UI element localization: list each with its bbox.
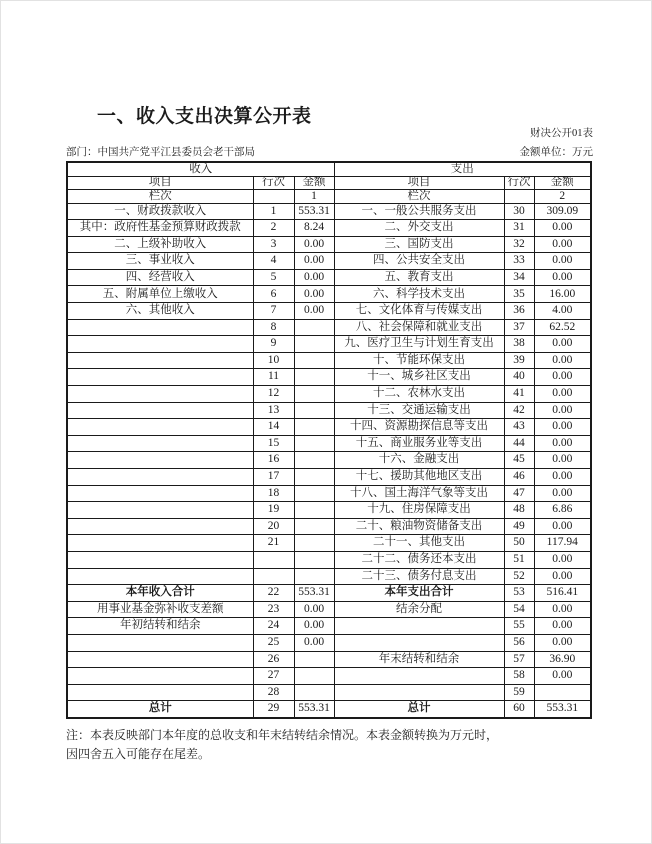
- expense-item-cell: 十六、金融支出: [334, 452, 504, 469]
- expense-item-cell: 五、教育支出: [334, 269, 504, 286]
- income-amount-cell: [294, 419, 334, 436]
- income-amount-cell: 553.31: [294, 585, 334, 602]
- income-item-cell: 其中：政府性基金预算财政拨款: [67, 220, 253, 237]
- expense-amount-cell: 0.00: [534, 419, 591, 436]
- income-amount-cell: [294, 386, 334, 403]
- income-item-cell: 二、上级补助收入: [67, 236, 253, 253]
- income-amount-cell: 0.00: [294, 236, 334, 253]
- income-rowno-cell: 10: [253, 352, 294, 369]
- income-amount-cell: [294, 684, 334, 701]
- expense-item-cell: 十、节能环保支出: [334, 352, 504, 369]
- table-row: [67, 585, 591, 602]
- expense-item-cell: 六、科学技术支出: [334, 286, 504, 303]
- income-item-cell: 四、经营收入: [67, 269, 253, 286]
- expense-rowno-cell: 32: [504, 236, 534, 253]
- expense-amount-cell: 309.09: [534, 203, 591, 220]
- income-item-cell: 年初结转和结余: [67, 618, 253, 635]
- income-amount-cell: 0.00: [294, 286, 334, 303]
- income-amount-cell: [294, 352, 334, 369]
- income-rowno-cell: 17: [253, 469, 294, 486]
- footnote-line-1: 注：本表反映部门本年度的总收支和年末结转结余情况。本表金额转换为万元时，: [66, 728, 499, 742]
- expense-rowno-cell: 52: [504, 568, 534, 585]
- income-amount-cell: [294, 535, 334, 552]
- income-rowno-cell: 5: [253, 269, 294, 286]
- table-row: [67, 551, 591, 568]
- income-rowno-cell: 4: [253, 253, 294, 270]
- income-rowno-cell: 11: [253, 369, 294, 386]
- expense-amount-cell: 62.52: [534, 319, 591, 336]
- expense-item-cell: 二十三、债务付息支出: [334, 568, 504, 585]
- table-row: [67, 286, 591, 303]
- table-row: [67, 701, 591, 718]
- income-rowno-cell: 1: [253, 203, 294, 220]
- income-item-cell: [67, 651, 253, 668]
- income-rowno-cell: 14: [253, 419, 294, 436]
- page-title: 一、收入支出决算公开表: [97, 106, 312, 127]
- column-header-row: [67, 176, 591, 190]
- expense-rowno-cell: 53: [504, 585, 534, 602]
- expense-rowno-cell: 36: [504, 303, 534, 320]
- expense-amount-cell: 0.00: [534, 452, 591, 469]
- income-amount-cell: 0.00: [294, 618, 334, 635]
- expense-amount-cell: 516.41: [534, 585, 591, 602]
- income-amount-cell: [294, 319, 334, 336]
- income-rowno-cell: 28: [253, 684, 294, 701]
- table-row: [67, 352, 591, 369]
- expense-rowno-cell: 40: [504, 369, 534, 386]
- expense-item-cell: 八、社会保障和就业支出: [334, 319, 504, 336]
- expense-item-cell: [334, 634, 504, 651]
- income-amount-cell: [294, 502, 334, 519]
- expense-item-header: 项目: [334, 176, 504, 190]
- expense-lanci-label: 栏次: [334, 190, 504, 204]
- table-row: [67, 269, 591, 286]
- income-rowno-cell: 19: [253, 502, 294, 519]
- income-lanci-blank: [253, 190, 294, 204]
- unit-label: 金额单位：万元: [519, 147, 593, 158]
- income-item-cell: [67, 668, 253, 685]
- expense-amount-cell: 0.00: [534, 601, 591, 618]
- table-row: [67, 336, 591, 353]
- form-code-label: 财决公开01表: [530, 128, 593, 139]
- income-amount-cell: 0.00: [294, 634, 334, 651]
- expense-item-cell: 十一、城乡社区支出: [334, 369, 504, 386]
- table-row: [67, 419, 591, 436]
- income-amount-cell: [294, 369, 334, 386]
- table-row: [67, 668, 591, 685]
- table-row: [67, 253, 591, 270]
- table-header: [67, 162, 591, 203]
- expense-rowno-cell: 35: [504, 286, 534, 303]
- income-rowno-cell: [253, 551, 294, 568]
- expense-item-cell: 七、文化体育与传媒支出: [334, 303, 504, 320]
- income-expense-table: [66, 161, 592, 719]
- expense-item-cell: 二、外交支出: [334, 220, 504, 237]
- income-item-cell: 三、事业收入: [67, 253, 253, 270]
- expense-item-cell: 十九、住房保障支出: [334, 502, 504, 519]
- expense-item-cell: 本年支出合计: [334, 585, 504, 602]
- table-row: [67, 568, 591, 585]
- income-amount-cell: [294, 336, 334, 353]
- expense-amount-cell: 0.00: [534, 402, 591, 419]
- income-rowno-cell: 6: [253, 286, 294, 303]
- income-item-cell: [67, 551, 253, 568]
- expense-amount-cell: 0.00: [534, 435, 591, 452]
- meta-row: [66, 144, 593, 159]
- expense-rowno-header: 行次: [504, 176, 534, 190]
- income-rowno-cell: 23: [253, 601, 294, 618]
- income-rowno-cell: 7: [253, 303, 294, 320]
- income-amount-cell: 0.00: [294, 601, 334, 618]
- expense-rowno-cell: 49: [504, 518, 534, 535]
- table-row: [67, 618, 591, 635]
- table-row: [67, 402, 591, 419]
- expense-item-cell: 总计: [334, 701, 504, 718]
- table-row: [67, 518, 591, 535]
- table-row: [67, 386, 591, 403]
- income-rowno-cell: 8: [253, 319, 294, 336]
- income-item-cell: 本年收入合计: [67, 585, 253, 602]
- table-body: [67, 203, 591, 718]
- expense-amount-cell: 0.00: [534, 369, 591, 386]
- income-section-header: 收入: [67, 162, 334, 176]
- income-rowno-cell: 9: [253, 336, 294, 353]
- expense-amount-cell: 0.00: [534, 634, 591, 651]
- footnote: [66, 726, 498, 764]
- expense-rowno-cell: 42: [504, 402, 534, 419]
- income-item-cell: [67, 369, 253, 386]
- expense-amount-cell: [534, 684, 591, 701]
- expense-amount-cell: 6.86: [534, 502, 591, 519]
- income-amount-cell: [294, 668, 334, 685]
- expense-rowno-cell: 56: [504, 634, 534, 651]
- table-row: [67, 469, 591, 486]
- table-row: [67, 485, 591, 502]
- expense-rowno-cell: 54: [504, 601, 534, 618]
- expense-rowno-cell: 44: [504, 435, 534, 452]
- expense-item-cell: 十五、商业服务业等支出: [334, 435, 504, 452]
- income-item-cell: [67, 419, 253, 436]
- income-rowno-cell: 12: [253, 386, 294, 403]
- expense-item-cell: 十三、交通运输支出: [334, 402, 504, 419]
- expense-item-cell: 二十一、其他支出: [334, 535, 504, 552]
- table-row: [67, 435, 591, 452]
- expense-rowno-cell: 59: [504, 684, 534, 701]
- income-item-cell: 五、附属单位上缴收入: [67, 286, 253, 303]
- income-rowno-cell: 15: [253, 435, 294, 452]
- expense-lanci-blank: [504, 190, 534, 204]
- income-item-cell: [67, 336, 253, 353]
- income-amount-header: 金额: [294, 176, 334, 190]
- table-row: [67, 684, 591, 701]
- income-amount-cell: [294, 469, 334, 486]
- table-row: [67, 634, 591, 651]
- income-rowno-cell: 13: [253, 402, 294, 419]
- income-item-cell: [67, 518, 253, 535]
- income-amount-cell: [294, 518, 334, 535]
- income-amount-cell: [294, 651, 334, 668]
- expense-rowno-cell: 34: [504, 269, 534, 286]
- footnote-line-2: 因四舍五入可能存在尾差。: [66, 747, 211, 761]
- table-row: [67, 203, 591, 220]
- expense-section-header: 支出: [334, 162, 591, 176]
- income-amount-cell: 0.00: [294, 303, 334, 320]
- expense-rowno-cell: 39: [504, 352, 534, 369]
- income-rowno-cell: 20: [253, 518, 294, 535]
- income-item-cell: [67, 634, 253, 651]
- expense-item-cell: [334, 618, 504, 635]
- income-amount-cell: 0.00: [294, 269, 334, 286]
- expense-rowno-cell: 37: [504, 319, 534, 336]
- expense-item-cell: 十四、资源勘探信息等支出: [334, 419, 504, 436]
- income-amount-cell: [294, 551, 334, 568]
- expense-rowno-cell: 55: [504, 618, 534, 635]
- section-header-row: [67, 162, 591, 176]
- table-row: [67, 651, 591, 668]
- income-rowno-cell: [253, 568, 294, 585]
- expense-amount-cell: 0.00: [534, 236, 591, 253]
- expense-amount-cell: 553.31: [534, 701, 591, 718]
- expense-rowno-cell: 47: [504, 485, 534, 502]
- income-rowno-cell: 25: [253, 634, 294, 651]
- expense-rowno-cell: 38: [504, 336, 534, 353]
- expense-amount-cell: 0.00: [534, 352, 591, 369]
- income-item-cell: [67, 502, 253, 519]
- income-rowno-cell: 3: [253, 236, 294, 253]
- expense-rowno-cell: 51: [504, 551, 534, 568]
- income-rowno-cell: 27: [253, 668, 294, 685]
- expense-rowno-cell: 31: [504, 220, 534, 237]
- expense-item-cell: 十七、援助其他地区支出: [334, 469, 504, 486]
- expense-item-cell: 十八、国土海洋气象等支出: [334, 485, 504, 502]
- expense-amount-cell: 0.00: [534, 568, 591, 585]
- expense-amount-cell: 36.90: [534, 651, 591, 668]
- expense-amount-header: 金额: [534, 176, 591, 190]
- income-item-cell: [67, 568, 253, 585]
- income-amount-cell: 553.31: [294, 203, 334, 220]
- income-amount-cell: 553.31: [294, 701, 334, 718]
- table-row: [67, 369, 591, 386]
- expense-item-cell: 十二、农林水支出: [334, 386, 504, 403]
- expense-amount-cell: 0.00: [534, 618, 591, 635]
- expense-rowno-cell: 33: [504, 253, 534, 270]
- income-item-cell: [67, 386, 253, 403]
- column-index-row: [67, 190, 591, 204]
- income-item-cell: [67, 402, 253, 419]
- expense-amount-cell: 0.00: [534, 551, 591, 568]
- income-item-header: 项目: [67, 176, 253, 190]
- income-rowno-cell: 29: [253, 701, 294, 718]
- expense-amount-cell: 0.00: [534, 386, 591, 403]
- income-rowno-header: 行次: [253, 176, 294, 190]
- expense-amount-cell: 0.00: [534, 469, 591, 486]
- table-row: [67, 502, 591, 519]
- expense-amount-cell: 0.00: [534, 220, 591, 237]
- table-row: [67, 452, 591, 469]
- expense-amount-cell: 0.00: [534, 269, 591, 286]
- income-amount-cell: [294, 568, 334, 585]
- income-amount-cell: [294, 435, 334, 452]
- expense-item-cell: 三、国防支出: [334, 236, 504, 253]
- income-item-cell: [67, 452, 253, 469]
- income-item-cell: [67, 435, 253, 452]
- expense-item-cell: 一、一般公共服务支出: [334, 203, 504, 220]
- income-rowno-cell: 26: [253, 651, 294, 668]
- income-item-cell: [67, 535, 253, 552]
- income-lanci-label: 栏次: [67, 190, 253, 204]
- expense-rowno-cell: 45: [504, 452, 534, 469]
- income-amount-cell: [294, 452, 334, 469]
- income-item-cell: [67, 319, 253, 336]
- income-col-index: 1: [294, 190, 334, 204]
- income-item-cell: [67, 352, 253, 369]
- income-rowno-cell: 2: [253, 220, 294, 237]
- table-row: [67, 303, 591, 320]
- expense-rowno-cell: 57: [504, 651, 534, 668]
- income-amount-cell: [294, 485, 334, 502]
- expense-amount-cell: 0.00: [534, 336, 591, 353]
- table-row: [67, 236, 591, 253]
- income-rowno-cell: 22: [253, 585, 294, 602]
- expense-rowno-cell: 58: [504, 668, 534, 685]
- table-row: [67, 220, 591, 237]
- expense-amount-cell: 0.00: [534, 518, 591, 535]
- expense-item-cell: 九、医疗卫生与计划生育支出: [334, 336, 504, 353]
- expense-rowno-cell: 30: [504, 203, 534, 220]
- income-amount-cell: [294, 402, 334, 419]
- expense-amount-cell: 4.00: [534, 303, 591, 320]
- income-amount-cell: 0.00: [294, 253, 334, 270]
- department-label: 部门：中国共产党平江县委员会老干部局: [66, 147, 255, 158]
- table-row: [67, 601, 591, 618]
- expense-amount-cell: 16.00: [534, 286, 591, 303]
- income-item-cell: [67, 469, 253, 486]
- expense-rowno-cell: 43: [504, 419, 534, 436]
- income-rowno-cell: 18: [253, 485, 294, 502]
- income-rowno-cell: 21: [253, 535, 294, 552]
- table-row: [67, 535, 591, 552]
- expense-amount-cell: 117.94: [534, 535, 591, 552]
- income-amount-cell: 8.24: [294, 220, 334, 237]
- expense-amount-cell: 0.00: [534, 253, 591, 270]
- income-item-cell: 六、其他收入: [67, 303, 253, 320]
- income-item-cell: 用事业基金弥补收支差额: [67, 601, 253, 618]
- expense-item-cell: 四、公共安全支出: [334, 253, 504, 270]
- income-rowno-cell: 16: [253, 452, 294, 469]
- expense-rowno-cell: 60: [504, 701, 534, 718]
- expense-rowno-cell: 48: [504, 502, 534, 519]
- expense-item-cell: 二十二、债务还本支出: [334, 551, 504, 568]
- income-item-cell: [67, 684, 253, 701]
- expense-item-cell: [334, 668, 504, 685]
- table-row: [67, 319, 591, 336]
- expense-rowno-cell: 41: [504, 386, 534, 403]
- expense-item-cell: 年末结转和结余: [334, 651, 504, 668]
- expense-item-cell: 结余分配: [334, 601, 504, 618]
- expense-rowno-cell: 50: [504, 535, 534, 552]
- income-item-cell: 总计: [67, 701, 253, 718]
- expense-amount-cell: 0.00: [534, 485, 591, 502]
- expense-item-cell: [334, 684, 504, 701]
- expense-amount-cell: 0.00: [534, 668, 591, 685]
- expense-item-cell: 二十、粮油物资储备支出: [334, 518, 504, 535]
- expense-rowno-cell: 46: [504, 469, 534, 486]
- income-item-cell: [67, 485, 253, 502]
- income-item-cell: 一、财政拨款收入: [67, 203, 253, 220]
- income-rowno-cell: 24: [253, 618, 294, 635]
- expense-col-index: 2: [534, 190, 591, 204]
